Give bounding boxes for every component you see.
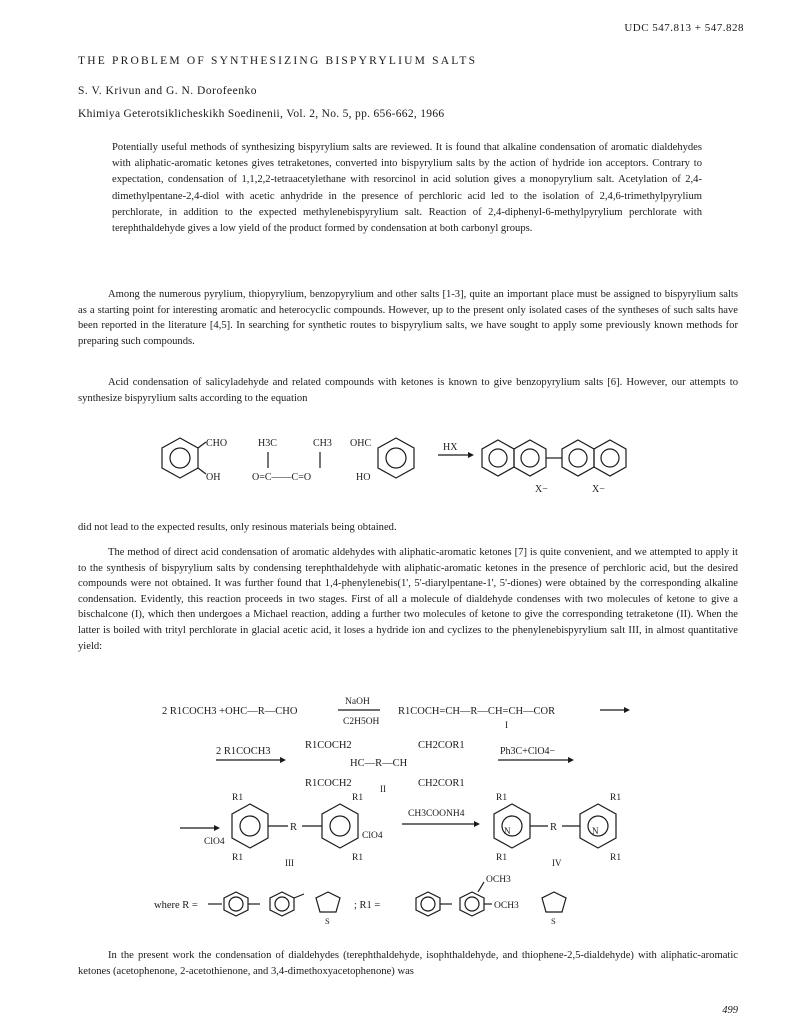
cho-label: CHO xyxy=(206,438,228,449)
ch3-label: CH3 xyxy=(313,438,332,449)
paragraph-intro xyxy=(78,287,738,349)
where-r-label: where R = xyxy=(154,900,198,911)
ethanol-label: C2H5OH xyxy=(343,717,380,727)
journal-citation: Khimiya Geterotsiklicheskikh Soedinenii, Vol. 2, No. 5, pp. 656-662, 1966 xyxy=(78,108,445,120)
paragraph-direct-condensation-text: The method of direct acid condensation of aromatic aldehydes with aliphatic-aromatic ketones [7] is quite convenient, and we attempted to apply it to the synthesis of bispyrylium salts by condensing terephthaldehyde with aliphatic-aromatic ketones in the presence of perchloric acid, but the desired compounds were not obtained. It was further found that 1,4-phenylenebis(1', 5'-diarylpentane-1', 5'-diones) were obtained by the corresponding alkaline condensation. Evidently, this reaction proceeds in two stages. First of all a molecule of dialdehyde condenses with two molecules of ketone to give a bischalcone (I), which then undergoes a Michael reaction, adding a further two molecules of ketone to give the corresponding tetraketone (II). When the latter is boiled with trityl perchlorate in glacial acetic acid, it loses a hydride ion and cyclizes to the phenylenebispyrylium salt III, in almost quantitative yield: xyxy=(78,547,738,652)
scheme2-reactants: 2 R1COCH3 +OHC—R—CHO xyxy=(162,706,298,717)
bischalcone-formula: R1COCH=CH—R—CH=CH—COR xyxy=(398,706,556,717)
label-iv: IV xyxy=(552,858,562,868)
paragraph-acid-condensation-text: Acid condensation of salicyladehyde and related compounds with ketones is known to give benzopyrylium salts [6]. However, our attempts to synthesize bispyrylium salts according to the equation xyxy=(78,377,738,404)
tetraketone-top-left: R1COCH2 xyxy=(305,740,352,751)
pyrylium-ring-1 xyxy=(232,804,268,848)
nitrogen-label-2: N xyxy=(592,826,599,836)
anion-label-2: X− xyxy=(592,484,605,495)
benzene-ring-1 xyxy=(162,438,198,478)
label-iii: III xyxy=(285,858,294,868)
paragraph-intro-text: Among the numerous pyrylium, thiopyrylium, benzopyrylium and other salts [1-3], quite an important place must be assigned to bispyrylium salts as a starting point for interesting aromatic and heterocyclic compounds. However, up to the present only isolated cases of the syntheses of such salts have been reported in the literature [4,5]. In searching for synthetic routes to bispyrylium salts, we have sought to apply some previously known methods for preparing such compounds. xyxy=(78,289,738,347)
paragraph-acid-condensation xyxy=(78,375,738,406)
anion-label-1: X− xyxy=(535,484,548,495)
r1-definition-label: ; R1 = xyxy=(354,900,381,911)
paragraph-direct-condensation xyxy=(78,545,738,654)
udc-code: UDC 547.813 + 547.828 xyxy=(624,22,744,34)
tetraketone-bottom-right: CH2COR1 xyxy=(418,778,465,789)
r1-label-8: R1 xyxy=(610,853,622,863)
r-linker-iii: R xyxy=(290,822,298,833)
och3-label-2: OCH3 xyxy=(494,901,519,911)
r1-label-5: R1 xyxy=(496,793,508,803)
ketone-reagent: 2 R1COCH3 xyxy=(216,746,271,757)
paragraph-result: did not lead to the expected results, only resinous materials being obtained. xyxy=(78,522,397,533)
h3c-label: H3C xyxy=(258,438,277,449)
r1-label-7: R1 xyxy=(610,793,622,803)
benzene-ring-2 xyxy=(378,438,414,478)
r1-label-3: R1 xyxy=(352,793,364,803)
article-title: THE PROBLEM OF SYNTHESIZING BISPYRYLIUM SALTS xyxy=(78,55,478,67)
hx-label: HX xyxy=(443,442,458,453)
r-linker-iv: R xyxy=(550,822,558,833)
aromatic-circle-1 xyxy=(170,448,190,468)
tetraketone-core: HC—R—CH xyxy=(350,758,408,769)
naoh-label: NaOH xyxy=(345,697,370,707)
tetraketone-bottom-left: R1COCH2 xyxy=(305,778,352,789)
oh-label: OH xyxy=(206,472,221,483)
pyridine-ring-1 xyxy=(494,804,530,848)
reaction-scheme-1 xyxy=(150,430,670,500)
paragraph-present-work-text: In the present work the condensation of dialdehydes (terephthaldehyde, isophthaldehyde, and thiophene-2,5-dialdehyde) with aliphatic-aromatic ketones (acetophenone, 2-acetothienone, and 3,4-dimethoxyacetophenone) was xyxy=(78,950,738,977)
abstract: Potentially useful methods of synthesizing bispyrylium salts are reviewed. It is found that alkaline condensation of aromatic dialdehydes with aliphatic-aromatic ketones gives tetraketones, converted into bispyrylium salts by the action of hydride ion acceptors. Contrary to expectation, condensation of 1,1,2,2-tetraacetylethane with resorcinol in acid solution gives a monopyrylium salt. Acetylation of 2,4-dimethylpentane-2,4-diol with acetic anhydride in the presence of perchloric acid led to the isolation of 2,4,6-trimethylpyrylium perchlorate, in addition to the expected methylenebispyrylium salt. Reaction of 2,4-diphenyl-6-methylpyrylium perchlorate with terephthaldehyde gives a low yield of the product formed by condensation at both carbonyl groups. xyxy=(112,142,702,235)
reaction-scheme-2 xyxy=(140,688,640,933)
r1-label-1: R1 xyxy=(232,793,244,803)
nitrogen-label-1: N xyxy=(504,826,511,836)
r1-label-6: R1 xyxy=(496,853,508,863)
page-number: 499 xyxy=(722,1005,738,1016)
perchlorate-label-1: ClO4 xyxy=(204,837,225,847)
thiophene-ring-1 xyxy=(316,892,340,912)
perchlorate-label-2: ClO4 xyxy=(362,831,383,841)
diketone-label: O=C——C=O xyxy=(252,472,312,483)
paragraph-present-work xyxy=(78,948,738,979)
ohc-label: OHC xyxy=(350,438,372,449)
och3-label-1: OCH3 xyxy=(486,875,511,885)
label-ii: II xyxy=(380,784,386,794)
authors: S. V. Krivun and G. N. Dorofeenko xyxy=(78,85,257,97)
r1-label-2: R1 xyxy=(232,853,244,863)
trityl-reagent: Ph3C+ClO4− xyxy=(500,746,556,757)
thiophene-ring-2 xyxy=(542,892,566,912)
label-i: I xyxy=(505,720,508,730)
sulfur-label-1: S xyxy=(325,916,330,926)
sulfur-label-2: S xyxy=(551,916,556,926)
ammonium-acetate-label: CH3COONH4 xyxy=(408,809,465,819)
pyrylium-ring-2 xyxy=(322,804,358,848)
tetraketone-top-right: CH2COR1 xyxy=(418,740,465,751)
r1-label-4: R1 xyxy=(352,853,364,863)
ho-label: HO xyxy=(356,472,371,483)
